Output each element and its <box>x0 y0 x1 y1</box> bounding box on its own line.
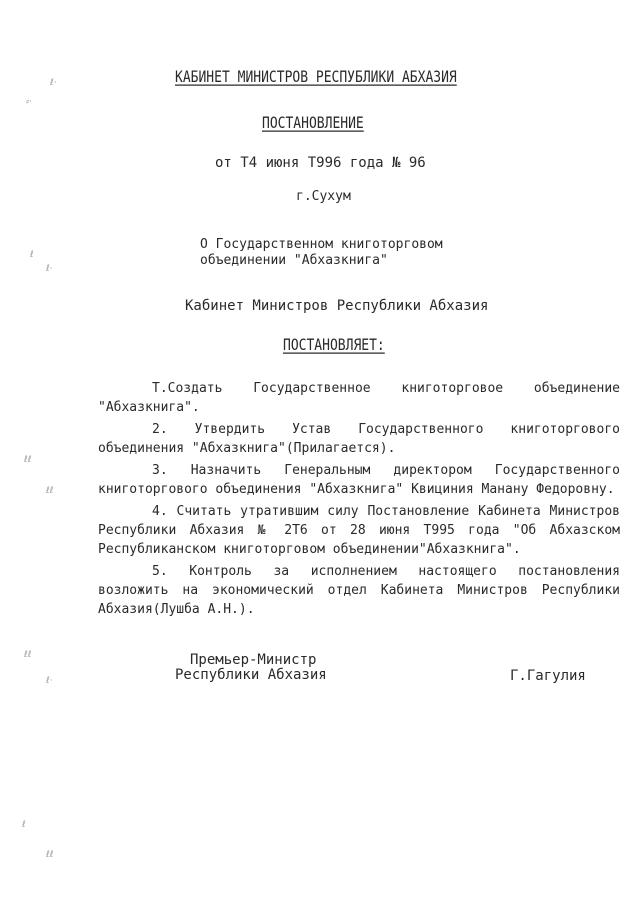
resolution-item: 2. Утвердить Устав Государственного книготоргового объединения "Абхазкнига"(Прилагается). <box>98 422 620 456</box>
margin-mark: ℓ· <box>50 78 57 88</box>
resolution-item: 5. Контроль за исполнением настоящего постановления возложить на экономический отдел Кабинета Министров Республики Абхазия(Лушба А.Н.). <box>98 564 620 617</box>
resolution-items <box>98 379 620 622</box>
margin-mark: ℓℓ <box>46 486 54 496</box>
margin-mark: ℓ <box>22 820 26 830</box>
margin-mark: ℓ· <box>46 264 53 274</box>
document-type-heading: ПОСТАНОВЛЕНИЕ <box>262 114 364 133</box>
signature-title-line-1: Премьер-Министр <box>190 652 317 668</box>
subject-line-2: объединении "Абхазкнига" <box>200 253 388 268</box>
document-place: г.Сухум <box>296 189 351 204</box>
margin-mark: ⸗· <box>26 97 32 107</box>
resolves-heading: ПОСТАНОВЛЯЕТ: <box>283 336 385 355</box>
resolution-item: 4. Считать утратившим силу Постановление Кабинета Министров Республики Абхазия № 2Т6 от 28 июня Т995 года "Об Абхазском Республиканском книготорговом объединении"Абхазкнига". <box>98 504 620 557</box>
resolution-item: 3. Назначить Генеральным директором Государственного книготоргового объединения "Абхазкнига" Квициния Манану Федоровну. <box>98 463 620 497</box>
signature-title-line-2: Республики Абхазия <box>175 667 327 683</box>
signature-name: Г.Гагулия <box>510 668 586 684</box>
document-date-number: от Т4 июня Т996 года № 96 <box>215 155 426 171</box>
subject-line-1: О Государственном книготорговом <box>200 237 443 252</box>
preamble: Кабинет Министров Республики Абхазия <box>185 298 489 314</box>
margin-mark: ℓℓ <box>24 455 32 465</box>
margin-mark: ℓ <box>30 250 34 260</box>
resolution-item: Т.Создать Государственное книготорговое объединение "Абхазкнига". <box>98 381 620 415</box>
organization-heading: КАБИНЕТ МИНИСТРОВ РЕСПУБЛИКИ АБХАЗИЯ <box>175 68 457 87</box>
margin-mark: ℓℓ <box>24 650 32 660</box>
margin-mark: ℓ· <box>46 676 53 686</box>
margin-mark: ℓℓ <box>46 850 54 860</box>
